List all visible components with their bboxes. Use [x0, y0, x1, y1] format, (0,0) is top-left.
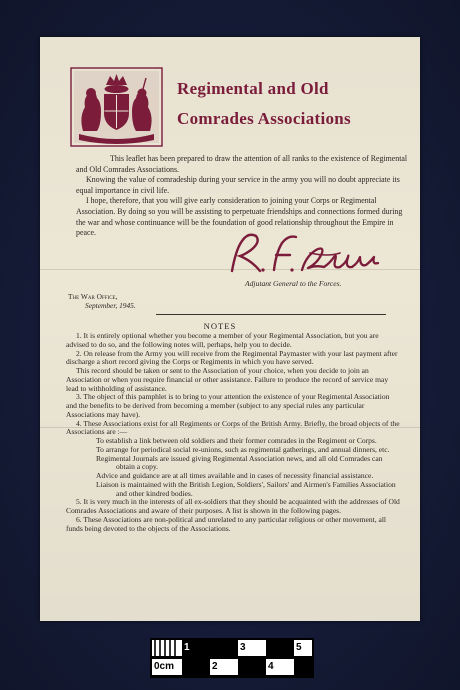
scale-segment	[238, 659, 266, 675]
royal-coat-of-arms-icon	[70, 67, 163, 147]
scale-label: 3	[240, 642, 246, 653]
note-list-item: Liaison is maintained with the British Legion, Soldiers', Sailors' and Airmen's Families Association and other kindred bodies.	[96, 479, 396, 498]
signature	[218, 223, 388, 283]
note-paragraph: 3. The object of this pamphlet is to bring to your attention the existence of your Regimental Association and the benefits to be derived from becoming a member (subject to any special rules any particular Associations may have).	[66, 392, 390, 419]
signatory-title: Adjutant General to the Forces.	[245, 279, 342, 288]
issue-date: September, 1945.	[85, 301, 136, 311]
scale-label: 5	[296, 642, 302, 653]
note-paragraph: 1. It is entirely optional whether you become a member of your Regimental Association, but you are advised to do so, and the following notes will, perhaps, help you to decide.	[66, 331, 379, 349]
notes-heading: NOTES	[203, 321, 237, 331]
scale-label: 4	[268, 661, 274, 672]
measurement-scale-bar	[150, 638, 314, 678]
note-list-item: Advice and guidance are at all times available and in cases of necessity financial assistance.	[96, 471, 374, 480]
office-name: The War Office,	[68, 292, 118, 301]
note-paragraph: 4. These Associations exist for all Regiments or Corps of the British Army. Briefly, the broad objects of the Associations are :—	[66, 418, 400, 437]
scale-segment	[182, 659, 210, 675]
note-paragraph: 5. It is very much in the interests of all ex-soldiers that they should be acquainted with the addresses of Old Comrades Associations and aware of their purposes. A list is shown in the following pages.	[66, 497, 400, 515]
note-list-item: To arrange for periodical social re-unions, such as regimental gatherings, and annual dinners, etc.	[96, 444, 390, 454]
note-list-item: To establish a link between old soldiers and their former comrades in the Regiment or Corps.	[96, 436, 377, 445]
intro-paragraph: This leaflet has been prepared to draw the attention of all ranks to the existence of Regimental and Old Comrades Associations.	[76, 154, 408, 174]
note-paragraph: 6. These Associations are non-political and unrelated to any particular religious or other movement, all funds being devoted to the objects of the Associations.	[66, 514, 387, 533]
notes-section	[66, 332, 402, 533]
note-paragraph: 2. On release from the Army you will receive from the Regimental Paymaster with your last payment after discharge a short record giving the Corps or Regiments in which you have served.	[66, 348, 398, 367]
scale-mm-ticks	[152, 640, 182, 656]
scale-label: 2	[212, 661, 218, 672]
note-paragraph: This record should be taken or sent to the Association of your choice, when you decide to join an Association or when you require financial or other assistance. Failure to produce the record of service may lead to withholding of assistance.	[66, 366, 389, 393]
scale-segment	[210, 640, 238, 656]
leaflet-page	[40, 37, 420, 621]
note-list-item: Regimental Journals are issued giving Regimental Association news, and all old Comrades can obtain a copy.	[96, 453, 383, 472]
scale-segment	[294, 659, 312, 675]
scale-segment	[266, 640, 294, 656]
scale-label: 0cm	[154, 661, 175, 672]
scale-segment	[152, 640, 182, 656]
divider-rule	[156, 314, 386, 315]
leaflet-title-line1: Regimental and Old	[177, 79, 329, 98]
intro-paragraph: I hope, therefore, that you will give early consideration to joining your Corps or Regimental Association. By doing so you will be assisting to perpetuate friendships and connections formed during the war and whose continuance will be the foundation of good relationship throughout the Empire in peace.	[76, 196, 403, 238]
scale-label: 1	[184, 642, 190, 653]
intro-paragraph: Knowing the value of comradeship during your service in the army you will no doubt appreciate its equal importance in civil life.	[76, 175, 400, 195]
issuing-office	[68, 292, 136, 311]
leaflet-title-line2: Comrades Associations	[177, 109, 351, 128]
